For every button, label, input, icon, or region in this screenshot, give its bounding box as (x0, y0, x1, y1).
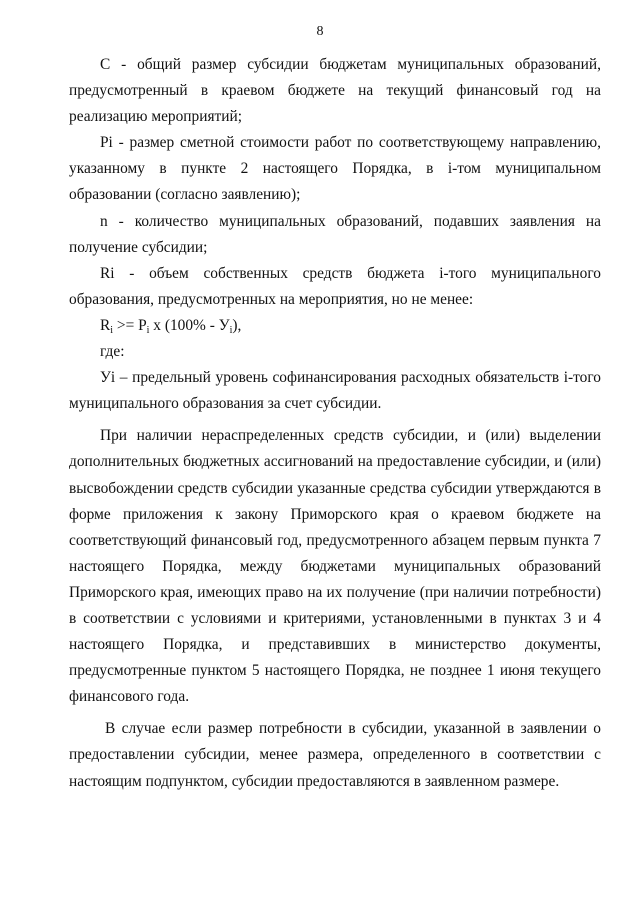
paragraph-requested-amount: В случае если размер потребности в субсидии, указанной в заявлении о предоставлении субсидии, менее размера, определенного в соответствии с настоящим подпунктом, субсидии предоставляются в заявленном размере. (69, 720, 601, 790)
paragraph-ri-definition: Ri - объем собственных средств бюджета i-того муниципального образования, предусмотренных на мероприятия, но не менее: (69, 264, 601, 308)
formula-y-subscript: i (229, 324, 233, 336)
paragraph-c-definition: С - общий размер субсидии бюджетам муниципальных образований, предусмотренный в краевом бюджете на текущий финансовый год на реализацию мероприятий; (69, 56, 601, 126)
formula-p: P (138, 316, 147, 334)
document-body (69, 52, 601, 795)
paragraph-undistributed-funds: При наличии нераспределенных средств субсидии, и (или) выделении дополнительных бюджетных ассигнований на предоставление субсидии, и (или) высвобождении средств субсидии указанные средства субсидии утверждаются в форме приложения к закону Приморского края о краевом бюджете на соответствующий финансовый год, предусмотренного абзацем первым пункта 7 настоящего Порядка, между бюджетами муниципальных образований Приморского края, имеющих право на их получение (при наличии потребности) в соответствии с условиями и критериями, установленными в пунктах 3 и 4 настоящего Порядка, и представивших в министерство документы, предусмотренные пунктом 5 настоящего Порядка, не позднее 1 июня текущего финансового года. (69, 427, 601, 706)
formula-ri (69, 313, 601, 339)
formula-middle: x (100% - У (149, 316, 230, 334)
paragraph-n-definition: n - количество муниципальных образований, подавших заявления на получение субсидии; (69, 212, 601, 256)
where-label: где: (100, 343, 125, 361)
paragraph-yi-definition: Уi – предельный уровень софинансирования расходных обязательств i-того муниципального образования за счет субсидии. (69, 369, 601, 413)
formula-operator: >= (113, 316, 139, 334)
formula-r-subscript: i (110, 324, 114, 336)
paragraph-pi-definition: Pi - размер сметной стоимости работ по соответствующему направлению, указанному в пункте 2 настоящего Порядка, в i-том муниципальном образовании (согласно заявлению); (69, 134, 601, 204)
formula-r: R (100, 316, 111, 334)
formula-end: ), (232, 316, 242, 334)
formula-p-subscript: i (146, 324, 150, 336)
page-number: 8 (316, 24, 324, 39)
